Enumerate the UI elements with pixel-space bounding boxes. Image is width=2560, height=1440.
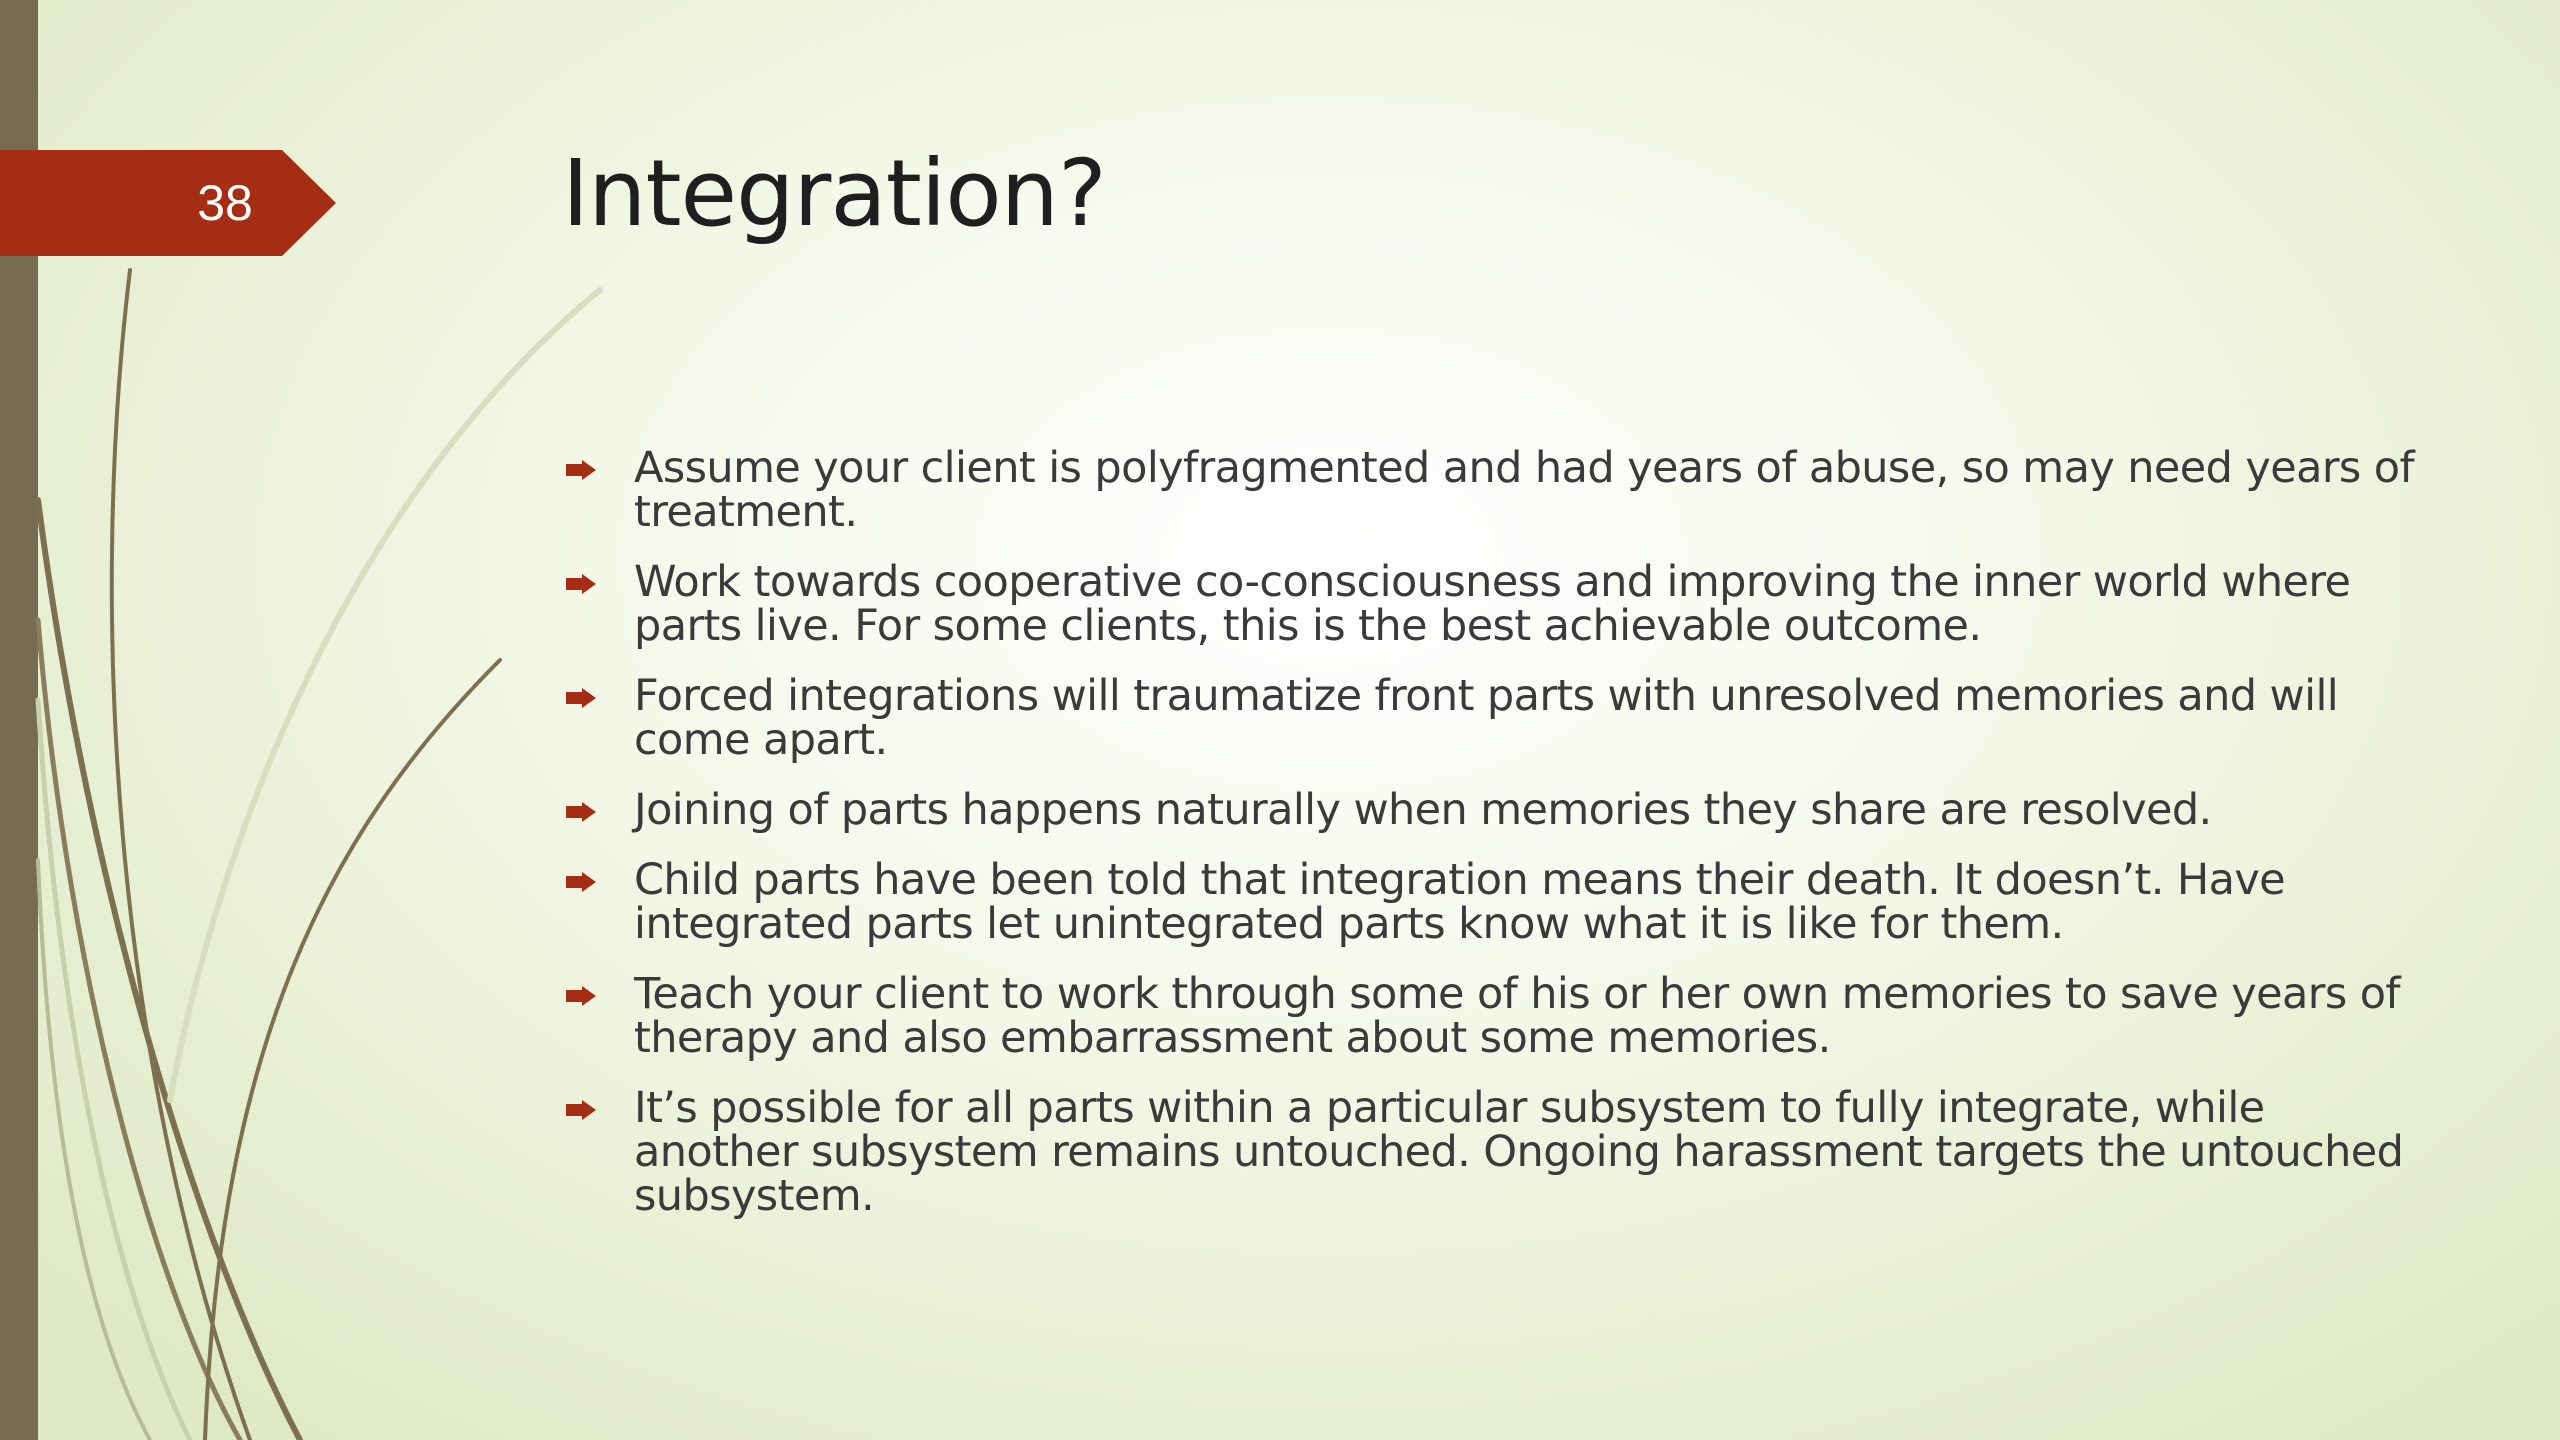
arrow-bullet-icon [566,1100,596,1120]
list-item [562,557,2422,651]
arrow-bullet-icon [566,574,596,594]
slide-title: Integration? [562,140,1106,247]
arrow-bullet-icon [566,460,596,480]
bullet-text: Forced integrations will traumatize front parts with unresolved memories and will come apart. [634,671,2339,765]
bullet-text: Joining of parts happens naturally when memories they share are resolved. [634,785,2212,835]
list-item [562,855,2422,949]
list-item [562,969,2422,1063]
bullet-list [562,443,2422,1244]
arrow-bullet-icon [566,688,596,708]
arrow-bullet-icon [566,872,596,892]
bullet-text: It’s possible for all parts within a particular subsystem to fully integrate, while another subsystem remains untouched. Ongoing harassment targets the untouched subsystem. [634,1083,2404,1221]
bullet-text: Teach your client to work through some of his or her own memories to save years of therapy and also embarrassment about some memories. [634,969,2400,1063]
list-item [562,671,2422,765]
slide-number-tab-shape [0,150,336,256]
arrow-bullet-icon [566,802,596,822]
slide-number-tab [0,150,336,256]
list-item [562,1083,2422,1221]
bullet-text: Work towards cooperative co-consciousness and improving the inner world where parts live. For some clients, this is the best achievable outcome. [634,557,2351,651]
bullet-text: Child parts have been told that integration means their death. It doesn’t. Have integrated parts let unintegrated parts know what it is like for them. [634,855,2286,949]
list-item [562,443,2422,537]
slide-number: 38 [197,175,253,231]
list-item [562,785,2422,835]
bullet-text: Assume your client is polyfragmented and had years of abuse, so may need years of treatment. [634,443,2415,537]
arrow-bullet-icon [566,986,596,1006]
